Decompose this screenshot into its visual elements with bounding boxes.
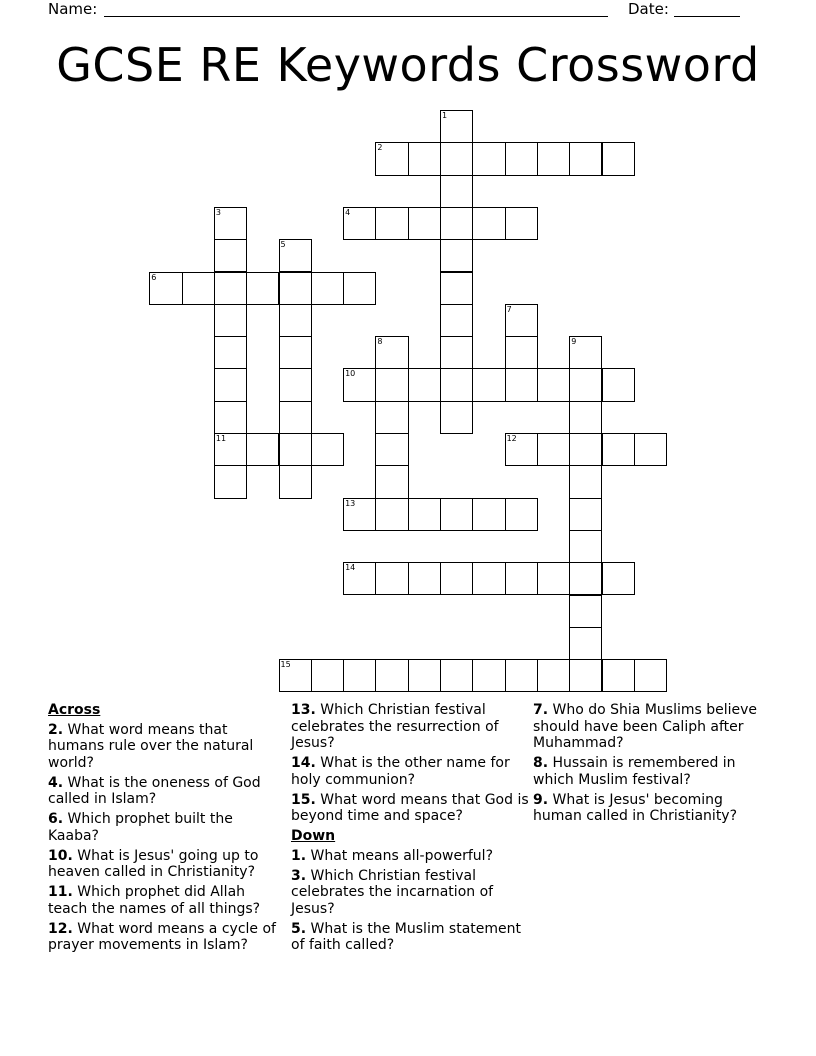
name-label: Name:	[48, 0, 98, 18]
crossword-cell[interactable]	[569, 465, 602, 498]
crossword-cell[interactable]	[440, 336, 473, 369]
clue-number-label: 11.	[48, 884, 73, 900]
clue-text: What is Jesus' going up to heaven called in Christianity?	[48, 847, 259, 880]
crossword-cell[interactable]	[214, 239, 247, 272]
crossword-cell[interactable]	[182, 272, 215, 305]
crossword-cell[interactable]	[375, 401, 408, 434]
clue-text: What means all-powerful?	[306, 847, 493, 864]
crossword-cell[interactable]	[537, 562, 570, 595]
page-title: GCSE RE Keywords Crossword	[56, 38, 760, 92]
crossword-cell[interactable]	[279, 239, 312, 272]
clue-text: Hussain is remembered in which Muslim festival?	[533, 755, 736, 788]
across-clue-list-continued	[291, 702, 531, 825]
crossword-cell[interactable]	[214, 272, 247, 305]
crossword-cell[interactable]	[343, 498, 376, 531]
crossword-cell[interactable]	[214, 304, 247, 337]
crossword-cell[interactable]	[343, 368, 376, 401]
crossword-cell[interactable]	[214, 207, 247, 240]
clue-number: 2	[377, 143, 383, 153]
crossword-cell[interactable]	[408, 142, 441, 175]
crossword-cell[interactable]	[375, 465, 408, 498]
clue-number: 4	[345, 207, 351, 217]
crossword-cell[interactable]	[472, 368, 505, 401]
date-label: Date:	[628, 0, 669, 18]
crossword-cell[interactable]	[214, 368, 247, 401]
down-heading: Down	[291, 828, 336, 844]
clue	[48, 775, 288, 808]
crossword-cell[interactable]	[375, 142, 408, 175]
clue	[48, 884, 288, 917]
crossword-cell[interactable]	[505, 304, 538, 337]
clue-text: What is the oneness of God called in Islam?	[48, 774, 261, 807]
crossword-cell[interactable]	[343, 207, 376, 240]
crossword-cell[interactable]	[569, 142, 602, 175]
crossword-cell[interactable]	[440, 562, 473, 595]
crossword-cell[interactable]	[569, 433, 602, 466]
crossword-cell[interactable]	[375, 498, 408, 531]
clue-number-label: 13.	[291, 702, 316, 718]
clue	[48, 848, 288, 881]
crossword-cell[interactable]	[440, 659, 473, 692]
crossword-cell[interactable]	[440, 498, 473, 531]
crossword-cell[interactable]	[279, 465, 312, 498]
crossword-cell[interactable]	[311, 272, 344, 305]
crossword-cell[interactable]	[408, 498, 441, 531]
clue-number-label: 2.	[48, 721, 64, 738]
crossword-cell[interactable]	[472, 142, 505, 175]
clue-number: 6	[151, 272, 157, 282]
down-clue-list-continued	[533, 702, 773, 825]
clue-number-label: 12.	[48, 920, 73, 937]
crossword-cell[interactable]	[602, 142, 635, 175]
crossword-cell[interactable]	[343, 272, 376, 305]
crossword-cell[interactable]	[569, 627, 602, 660]
across-clue-list	[48, 722, 288, 954]
clue-number-label: 9.	[533, 791, 549, 808]
crossword-cell[interactable]	[343, 659, 376, 692]
crossword-cell[interactable]	[279, 659, 312, 692]
across-heading: Across	[48, 702, 101, 718]
clue-text: Which prophet did Allah teach the names of all things?	[48, 884, 261, 917]
clue-number: 1	[442, 111, 448, 120]
crossword-cell[interactable]	[279, 401, 312, 434]
crossword-cell[interactable]	[440, 304, 473, 337]
clue-number-label: 4.	[48, 774, 64, 791]
crossword-cell[interactable]	[569, 595, 602, 628]
crossword-cell[interactable]	[505, 433, 538, 466]
clue-number: 12	[506, 434, 517, 443]
clues-column-3	[533, 702, 773, 828]
clues-column-2	[291, 702, 531, 957]
clue-number: 9	[571, 337, 577, 347]
clue-text: What word means that humans rule over the natural world?	[48, 721, 254, 771]
clue	[533, 792, 773, 825]
crossword-cell[interactable]	[634, 433, 667, 466]
crossword-cell[interactable]	[279, 368, 312, 401]
clue	[48, 921, 288, 954]
crossword-cell[interactable]	[602, 562, 635, 595]
crossword-cell[interactable]	[375, 433, 408, 466]
crossword-cell[interactable]	[440, 110, 473, 143]
clue-text: What word means a cycle of prayer movements in Islam?	[48, 920, 276, 953]
crossword-cell[interactable]	[311, 433, 344, 466]
crossword-cell[interactable]	[505, 336, 538, 369]
clue-text: Who do Shia Muslims believe should have been Caliph after Muhammad?	[533, 702, 758, 751]
clue-text: What is the Muslim statement of faith called?	[291, 920, 521, 953]
crossword-cell[interactable]	[505, 207, 538, 240]
crossword-cell[interactable]	[569, 562, 602, 595]
clue-number: 13	[345, 498, 356, 508]
crossword-cell[interactable]	[472, 562, 505, 595]
clue-number-label: 5.	[291, 920, 307, 937]
crossword-cell[interactable]	[246, 433, 279, 466]
crossword-cell[interactable]	[602, 368, 635, 401]
crossword-cell[interactable]	[505, 498, 538, 531]
clue-number-label: 3.	[291, 867, 307, 884]
clue	[291, 755, 531, 788]
clue-number: 14	[345, 563, 356, 573]
clue	[291, 702, 531, 752]
clue-number-label: 6.	[48, 811, 64, 827]
crossword-cell[interactable]	[214, 433, 247, 466]
crossword-cell[interactable]	[569, 498, 602, 531]
crossword-cell[interactable]	[279, 433, 312, 466]
crossword-cell[interactable]	[311, 659, 344, 692]
crossword-cell[interactable]	[375, 207, 408, 240]
crossword-cell[interactable]	[408, 659, 441, 692]
crossword-cell[interactable]	[472, 659, 505, 692]
clue-number: 8	[377, 337, 383, 347]
crossword-cell[interactable]	[505, 368, 538, 401]
clue-number-label: 7.	[533, 702, 549, 718]
clue-number-label: 1.	[291, 847, 307, 864]
crossword-cell[interactable]	[375, 659, 408, 692]
crossword-cell[interactable]	[440, 142, 473, 175]
crossword-cell[interactable]	[505, 659, 538, 692]
crossword-cell[interactable]	[472, 498, 505, 531]
crossword-cell[interactable]	[149, 272, 182, 305]
clues-column-1	[48, 702, 288, 957]
clue-text: Which prophet built the Kaaba?	[48, 811, 233, 844]
clue	[48, 811, 288, 844]
crossword-cell[interactable]	[440, 401, 473, 434]
crossword-cell[interactable]	[505, 562, 538, 595]
down-clue-list	[291, 848, 531, 954]
clue	[291, 921, 531, 954]
crossword-cell[interactable]	[602, 659, 635, 692]
crossword-cell[interactable]	[343, 562, 376, 595]
crossword-cell[interactable]	[440, 272, 473, 305]
clue-text: Which Christian festival celebrates the resurrection of Jesus?	[291, 702, 499, 751]
clue-number: 5	[280, 240, 286, 250]
crossword-cell[interactable]	[246, 272, 279, 305]
crossword-cell[interactable]	[472, 207, 505, 240]
crossword-cell[interactable]	[569, 368, 602, 401]
clue-number-label: 8.	[533, 755, 549, 771]
crossword-cell[interactable]	[537, 433, 570, 466]
clue-number: 10	[345, 369, 356, 379]
crossword-cell[interactable]	[505, 142, 538, 175]
clue-number-label: 15.	[291, 791, 316, 808]
clue	[533, 755, 773, 788]
crossword-cell[interactable]	[440, 207, 473, 240]
crossword-cell[interactable]	[279, 336, 312, 369]
crossword-cell[interactable]	[375, 562, 408, 595]
clue	[533, 702, 773, 752]
crossword-cell[interactable]	[408, 368, 441, 401]
clue	[48, 722, 288, 772]
clue-text: What is the other name for holy communion?	[291, 755, 510, 788]
crossword-cell[interactable]	[214, 465, 247, 498]
crossword-cell[interactable]	[440, 239, 473, 272]
crossword-cell[interactable]	[602, 433, 635, 466]
crossword-cell[interactable]	[375, 368, 408, 401]
crossword-cell[interactable]	[375, 336, 408, 369]
clue-text: Which Christian festival celebrates the incarnation of Jesus?	[291, 867, 494, 917]
crossword-cell[interactable]	[214, 401, 247, 434]
crossword-cell[interactable]	[440, 368, 473, 401]
clue-number: 7	[506, 304, 512, 314]
clue-number: 15	[280, 660, 291, 670]
crossword-cell[interactable]	[279, 304, 312, 337]
crossword-cell[interactable]	[537, 659, 570, 692]
crossword-cell[interactable]	[408, 207, 441, 240]
clue-text: What is Jesus' becoming human called in Christianity?	[533, 791, 738, 824]
clue	[291, 868, 531, 918]
clue	[291, 848, 531, 865]
crossword-cell[interactable]	[569, 401, 602, 434]
clue-number: 3	[215, 207, 221, 217]
crossword-cell[interactable]	[408, 562, 441, 595]
crossword-cell[interactable]	[634, 659, 667, 692]
clue-text: What word means that God is beyond time and space?	[291, 791, 529, 824]
crossword-cell[interactable]	[537, 142, 570, 175]
clue-number-label: 14.	[291, 755, 316, 771]
crossword-cell[interactable]	[214, 336, 247, 369]
clue-number-label: 10.	[48, 847, 73, 864]
crossword-cell[interactable]	[569, 336, 602, 369]
clue-number: 11	[215, 434, 227, 443]
crossword-cell[interactable]	[440, 175, 473, 208]
crossword-cell[interactable]	[537, 368, 570, 401]
clue	[291, 792, 531, 825]
crossword-cell[interactable]	[569, 530, 602, 563]
crossword-cell[interactable]	[279, 272, 312, 305]
crossword-cell[interactable]	[569, 659, 602, 692]
